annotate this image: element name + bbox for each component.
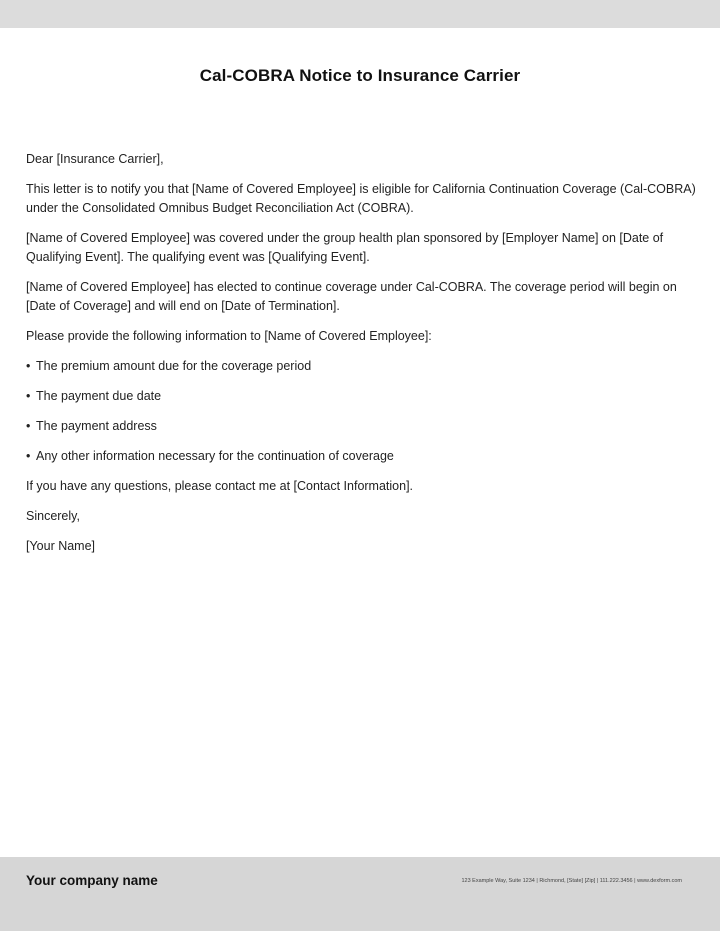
document-title: Cal-COBRA Notice to Insurance Carrier <box>199 66 521 85</box>
footer-company-name: Your company name <box>26 873 158 888</box>
closing-line: If you have any questions, please contact me at [Contact Information]. <box>26 479 414 493</box>
requested-info-list <box>26 357 698 466</box>
list-item-text: The payment due date <box>36 389 162 403</box>
list-item-text: The premium amount due for the coverage period <box>36 359 312 373</box>
letter-body <box>26 150 698 567</box>
paragraph-election: [Name of Covered Employee] has elected to continue coverage under Cal-COBRA. The coverage period will begin on [Date of Coverage] and will end on [Date of Termination]. <box>26 280 677 313</box>
signoff: Sincerely, <box>26 509 80 523</box>
list-item <box>26 447 698 466</box>
list-item-text: The payment address <box>36 419 157 433</box>
list-item <box>26 417 698 436</box>
bullet-icon: • <box>26 359 31 373</box>
list-item <box>26 357 698 376</box>
salutation: Dear [Insurance Carrier], <box>26 152 164 166</box>
paragraph-coverage-history: [Name of Covered Employee] was covered under the group health plan sponsored by [Employer Name] on [Date of Qualifying Event]. The qualifying event was [Qualifying Event]. <box>26 231 664 264</box>
signature-placeholder: [Your Name] <box>26 539 96 553</box>
bullet-icon: • <box>26 389 31 403</box>
list-item <box>26 387 698 406</box>
list-item-text: Any other information necessary for the continuation of coverage <box>36 449 394 463</box>
paragraph-request: Please provide the following information to [Name of Covered Employee]: <box>26 329 432 343</box>
paragraph-eligibility: This letter is to notify you that [Name of Covered Employee] is eligible for California Continuation Coverage (Cal-COBRA) under the Consolidated Omnibus Budget Reconciliation Act (COBRA). <box>26 182 696 215</box>
bullet-icon: • <box>26 419 31 433</box>
footer-address-line: 123 Example Way, Suite 1234 | Richmond, [State] [Zip] | 111.222.3456 | www.dexform.com <box>461 878 682 884</box>
top-header-band <box>0 0 720 28</box>
bullet-icon: • <box>26 449 31 463</box>
footer-band <box>0 857 720 931</box>
